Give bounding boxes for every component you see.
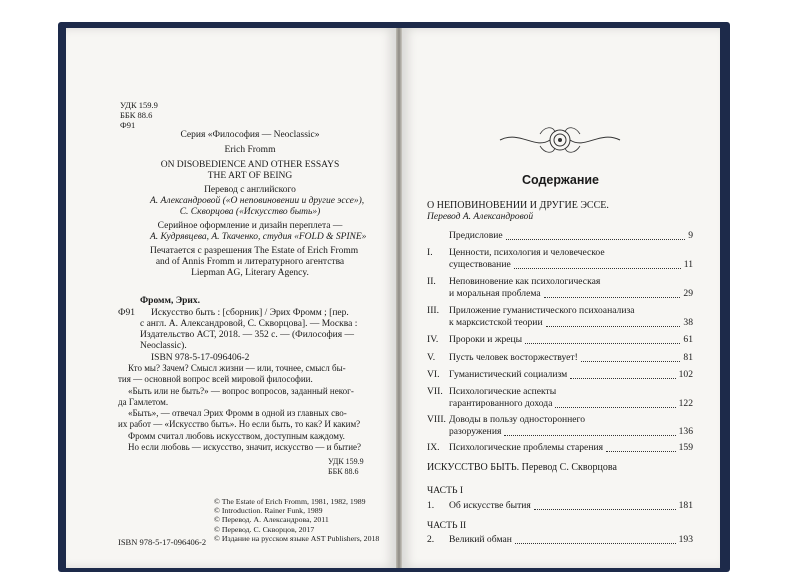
toc-entry-title-cont: и моральная проблема	[449, 288, 541, 299]
part-b-title: ИСКУССТВО БЫТЬ. Перевод С. Скворцова	[427, 462, 617, 473]
toc-leader-dots	[514, 268, 681, 269]
author-mark: Ф91	[120, 120, 136, 130]
toc-entry[interactable]	[427, 230, 693, 242]
bbk-bottom-code: ББК 88.6	[328, 466, 359, 476]
toc-leader-dots	[546, 326, 680, 327]
part-a-title: О НЕПОВИНОВЕНИИ И ДРУГИЕ ЭССЕ.	[427, 200, 609, 211]
toc-entry[interactable]	[427, 305, 693, 329]
copyright-block	[214, 497, 379, 543]
annotation-line: тия — основной вопрос всей мировой философии.	[118, 374, 313, 385]
annotation-line: Кто мы? Зачем? Смысл жизни — или, точнее, смысл бы-	[128, 363, 346, 373]
udk-code: УДК 159.9	[120, 100, 158, 110]
toc-leader-dots	[555, 407, 676, 408]
toc-entry-number: IV.	[427, 334, 439, 345]
toc-entry-page: 181	[678, 500, 693, 511]
toc-entry-title: Великий обман	[449, 534, 512, 545]
toc-entry-page: 136	[678, 426, 693, 437]
annotation-line: их работ — «Искусство быть». Но если быть, то как? И каким?	[118, 419, 361, 430]
toc-entry-number: VI.	[427, 369, 440, 380]
catalog-line-2: с англ. А. Александровой, С. Скворцова]. — Москва :	[140, 319, 358, 329]
annotation-line: «Быть», — отвечал Эрих Фромм в одной из главных сво-	[128, 408, 347, 419]
toc-entry-title-cont: существование	[449, 259, 511, 270]
toc-entry-number: 2.	[427, 534, 435, 545]
toc-entry-number: I.	[427, 247, 433, 258]
toc-entry-number: IX.	[427, 442, 440, 453]
permission-3: Liepman AG, Literary Agency.	[191, 268, 309, 278]
udk-block	[120, 100, 158, 130]
annotation-line: Фромм считал любовь искусством, доступным каждому.	[128, 430, 345, 441]
toc-entry-page: 122	[678, 398, 693, 409]
toc-leader-dots	[525, 343, 680, 344]
toc-entry-number: V.	[427, 352, 436, 363]
catalog-line-1: Искусство быть : [сборник] / Эрих Фромм ; [пер.	[151, 308, 349, 318]
translation-2: А. Александровой («О неповиновении и другие эссе»),	[150, 196, 365, 206]
catalog-heading: Фромм, Эрих.	[140, 296, 201, 306]
toc-entry[interactable]	[427, 369, 693, 381]
toc-entry-title: Неповиновение как психологическая	[449, 276, 601, 287]
toc-entry-title-cont: к марксистской теории	[449, 317, 543, 328]
translation-3: С. Скворцова («Искусство быть»)	[179, 207, 321, 217]
title-en-2: THE ART OF BEING	[207, 171, 293, 181]
toc-entry-page: 11	[683, 259, 693, 270]
toc-entry-title: Гуманистический социализм	[449, 369, 568, 380]
toc-leader-dots	[570, 378, 676, 379]
toc-entry-page: 29	[683, 288, 693, 299]
toc-entry-page: 193	[678, 534, 693, 545]
copyright-line: © Introduction. Rainer Funk, 1989	[214, 506, 323, 516]
left-page	[66, 28, 396, 568]
toc-heading: Содержание	[522, 173, 600, 187]
translation-1: Перевод с английского	[204, 185, 296, 195]
toc-entry-title-cont: разоружения	[449, 426, 502, 437]
series-line: Серия «Философия — Neoclassic»	[180, 130, 320, 140]
toc-entry-title: Психологические проблемы старения	[449, 442, 604, 453]
toc-entry-title: Пусть человек восторжествует!	[449, 352, 578, 363]
part-label: ЧАСТЬ I	[427, 485, 464, 496]
toc-entry-page: 102	[678, 369, 693, 380]
toc-entry-title-cont: гарантированного дохода	[449, 398, 553, 409]
permission-2: and of Annis Fromm и литературного агентства	[155, 257, 345, 267]
annotation	[118, 363, 373, 453]
part-a-translator: Перевод А. Александровой	[427, 212, 534, 222]
toc-entry-page: 159	[678, 442, 693, 453]
isbn-bottom: ISBN 978-5-17-096406-2	[118, 537, 207, 547]
udk-bottom	[328, 457, 364, 476]
toc-leader-dots	[515, 543, 676, 544]
toc-entry-title: Предисловие	[449, 230, 503, 241]
toc-entry[interactable]	[427, 414, 693, 438]
toc-entry[interactable]	[427, 247, 693, 271]
design-2: А. Кудрявцева, А. Ткаченко, студия «FOLD & SPINE»	[150, 232, 367, 242]
toc-entry-title: Доводы в пользу одностороннего	[449, 414, 586, 425]
toc-leader-dots	[534, 509, 676, 510]
toc-leader-dots	[581, 361, 680, 362]
author-en: Erich Fromm	[224, 145, 276, 155]
design-1: Серийное оформление и дизайн переплета —	[157, 221, 343, 231]
toc-entry-page: 38	[683, 317, 693, 328]
toc-entry-page: 9	[688, 230, 693, 241]
catalog-line-3: Издательство АСТ, 2018. — 352 с. — (Философия —	[140, 330, 354, 340]
copyright-line: © Перевод. А. Александрова, 2011	[214, 515, 329, 525]
toc-entry-title: Психологические аспекты	[449, 386, 557, 397]
toc-entry[interactable]	[427, 276, 693, 300]
toc-entry-title: Об искусстве бытия	[449, 500, 531, 511]
copyright-line: © Издание на русском языке AST Publishers, 2018	[214, 533, 380, 543]
annotation-line: Но если любовь — искусство, значит, искусство — и бытие?	[128, 442, 362, 453]
toc-entry[interactable]	[427, 352, 693, 364]
catalog-code: Ф91	[118, 308, 136, 318]
toc-entry[interactable]	[427, 386, 693, 410]
copyright-line: © The Estate of Erich Fromm, 1981, 1982, 1989	[214, 497, 366, 506]
title-en-1: ON DISOBEDIENCE AND OTHER ESSAYS	[160, 160, 340, 170]
toc-entry[interactable]	[427, 500, 693, 512]
toc-leader-dots	[606, 451, 676, 452]
toc-entry[interactable]	[427, 534, 693, 546]
permission-1: Печатается с разрешения The Estate of Erich Fromm	[150, 246, 359, 256]
toc-leader-dots	[504, 435, 676, 436]
isbn-line: ISBN 978-5-17-096406-2	[151, 353, 250, 363]
annotation-line: «Быть или не быть?» — вопрос вопросов, заданный неког-	[128, 385, 354, 396]
catalog-line-4: Neoclassic).	[140, 341, 187, 351]
toc-leader-dots	[544, 297, 680, 298]
toc-entry-number: VIII.	[427, 414, 446, 425]
toc-entry-number: III.	[427, 305, 439, 316]
copyright-line: © Перевод. С. Скворцов, 2017	[214, 524, 315, 534]
toc-entry-page: 61	[683, 334, 693, 345]
toc-entry[interactable]	[427, 442, 693, 454]
toc-entry-number: VII.	[427, 386, 443, 397]
ornament-icon	[495, 122, 625, 158]
annotation-line: да Гамлетом.	[118, 396, 169, 407]
toc-entry-title: Пророки и жрецы	[449, 334, 523, 345]
udk-bottom-code: УДК 159.9	[328, 457, 364, 466]
toc-entry[interactable]	[427, 334, 693, 346]
part-label: ЧАСТЬ II	[427, 520, 467, 531]
bbk-code: ББК 88.6	[120, 110, 153, 120]
toc-entry-number: 1.	[427, 500, 435, 511]
toc-entry-number: II.	[427, 276, 436, 287]
toc-entry-title: Приложение гуманистического психоанализа	[449, 305, 635, 316]
toc-entry-page: 81	[683, 352, 693, 363]
toc-leader-dots	[506, 239, 685, 240]
toc-entry-title: Ценности, психология и человеческое	[449, 247, 605, 258]
